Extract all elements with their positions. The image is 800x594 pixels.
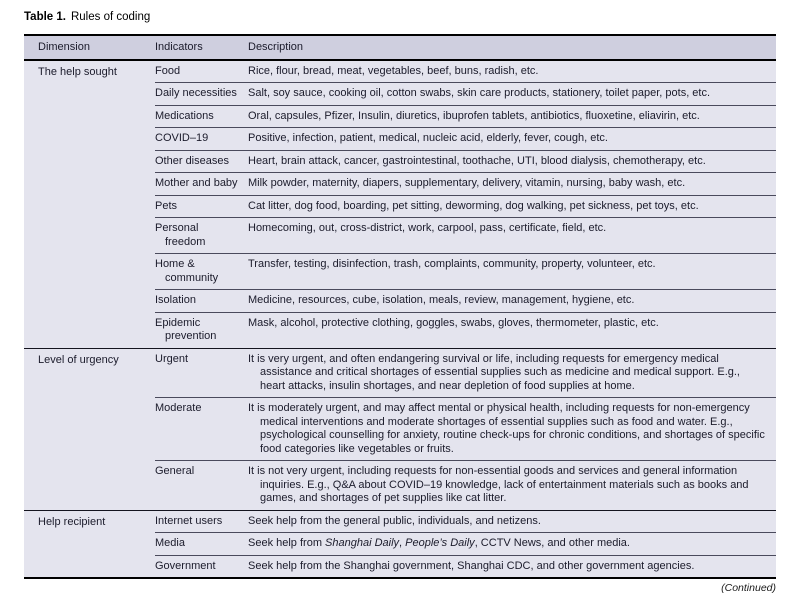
- section-help-sought: [24, 61, 776, 348]
- table-caption-label: Table 1.: [24, 11, 66, 23]
- description-part: Seek help from: [248, 537, 326, 549]
- table-row: [155, 217, 776, 253]
- indicator-cell: Mother and baby: [155, 177, 238, 189]
- description-cell: Homecoming, out, cross-district, work, carpool, pass, certificate, field, etc.: [248, 222, 607, 234]
- table-row: [155, 511, 776, 533]
- indicator-cell: Moderate: [155, 402, 202, 414]
- table-row: [155, 289, 776, 312]
- table-row: [155, 397, 776, 460]
- table-header-row: [24, 36, 776, 61]
- indicator-cell: Personal freedom: [155, 222, 206, 248]
- table-row: [155, 195, 776, 218]
- description-cell: Medicine, resources, cube, isolation, meals, review, management, hygiene, etc.: [248, 294, 635, 306]
- description-part: ,: [399, 537, 406, 549]
- indicator-cell: Government: [155, 559, 216, 572]
- dimension-cell: The help sought: [38, 65, 117, 78]
- dimension-cell: Level of urgency: [38, 353, 119, 366]
- table-row: [155, 127, 776, 150]
- publication-name: People’s Daily: [405, 537, 475, 549]
- publication-name: Shanghai Daily: [325, 537, 400, 549]
- description-cell: It is very urgent, and often endangering survival or life, including requests for emergency medical assistance and critical shortages of essential supplies such as medicine and medical support. E.g., heart attacks, insulin shortages, and near depletion of food supplies at home.: [248, 352, 740, 392]
- section-level-of-urgency: [24, 348, 776, 510]
- table-caption: [24, 11, 776, 23]
- indicator-cell: Pets: [155, 199, 178, 212]
- section-rows: [155, 349, 776, 510]
- indicator-cell: General: [155, 465, 195, 477]
- description-cell: It is not very urgent, including requests for non-essential goods and services and general information inquiries. E.g., Q&A about COVID–19 knowledge, lack of entertainment materials such as books and games, and shortages of pet supplies like cat litter.: [248, 465, 749, 504]
- table-row: [155, 312, 776, 348]
- continued-note: (Continued): [721, 582, 776, 594]
- dimension-cell: Help recipient: [38, 515, 106, 528]
- column-header-dimension: Dimension: [38, 41, 90, 53]
- description-cell: Cat litter, dog food, boarding, pet sitting, deworming, dog walking, pet sickness, pet toys, etc.: [248, 199, 699, 212]
- description-cell: Salt, soy sauce, cooking oil, cotton swabs, skin care products, stationery, toilet paper, pots, etc.: [248, 87, 711, 99]
- section-rows: [155, 511, 776, 578]
- table-row: [155, 105, 776, 128]
- section-rows: [155, 61, 776, 348]
- indicator-cell: Food: [155, 64, 181, 77]
- indicator-cell: Daily necessities: [155, 87, 237, 99]
- table-row: [155, 555, 776, 578]
- indicator-cell: Home & community: [155, 258, 219, 284]
- column-header-description: Description: [248, 41, 304, 53]
- table-row: [155, 349, 776, 398]
- indicator-cell: Urgent: [155, 352, 189, 365]
- table-row: [155, 253, 776, 289]
- table-row: [155, 150, 776, 173]
- table-row: [155, 82, 776, 105]
- indicator-cell: Medications: [155, 109, 214, 122]
- indicator-cell: Epidemic prevention: [155, 316, 217, 342]
- description-cell: It is moderately urgent, and may affect mental or physical health, including requests for non-emergency medical interventions and moderate shortages of essential supplies such as food and water. E.g., psychological counselling for anxiety, routine check-ups for chronic conditions, and shortages of specific food categories like vegetables or fruits.: [248, 402, 765, 455]
- indicator-cell: COVID–19: [155, 132, 209, 144]
- rules-of-coding-table: [24, 34, 776, 579]
- description-cell: Heart, brain attack, cancer, gastrointestinal, toothache, UTI, blood dialysis, chemotherapy, etc.: [248, 154, 706, 167]
- section-help-recipient: [24, 510, 776, 578]
- description-cell: Seek help from the Shanghai government, Shanghai CDC, and other government agencies.: [248, 559, 695, 572]
- description-cell: Transfer, testing, disinfection, trash, complaints, community, property, volunteer, etc.: [248, 258, 656, 270]
- table-caption-text: Rules of coding: [70, 11, 151, 23]
- description-cell: Seek help from the general public, individuals, and netizens.: [248, 514, 541, 527]
- description-cell: Oral, capsules, Pfizer, Insulin, diuretics, ibuprofen tablets, antibiotics, fluoxetine, eliavirin, etc.: [248, 109, 700, 122]
- indicator-cell: Isolation: [155, 294, 196, 306]
- description-part: , CCTV News, and other media.: [474, 537, 630, 549]
- column-header-indicators: Indicators: [155, 41, 203, 53]
- table-row: [155, 61, 776, 83]
- description-cell: Positive, infection, patient, medical, nucleic acid, elderly, fever, cough, etc.: [248, 132, 608, 144]
- indicator-cell: Media: [155, 537, 185, 549]
- description-cell: Milk powder, maternity, diapers, supplementary, delivery, vitamin, nursing, baby wash, etc.: [248, 177, 686, 189]
- table-row: [155, 532, 776, 555]
- table-row: [155, 460, 776, 510]
- description-cell: Rice, flour, bread, meat, vegetables, beef, buns, radish, etc.: [248, 64, 539, 77]
- indicator-cell: Internet users: [155, 514, 223, 527]
- table-row: [155, 172, 776, 195]
- indicator-cell: Other diseases: [155, 154, 229, 167]
- description-cell-media: [248, 537, 776, 551]
- description-cell: Mask, alcohol, protective clothing, goggles, swabs, gloves, thermometer, plastic, etc.: [248, 316, 659, 329]
